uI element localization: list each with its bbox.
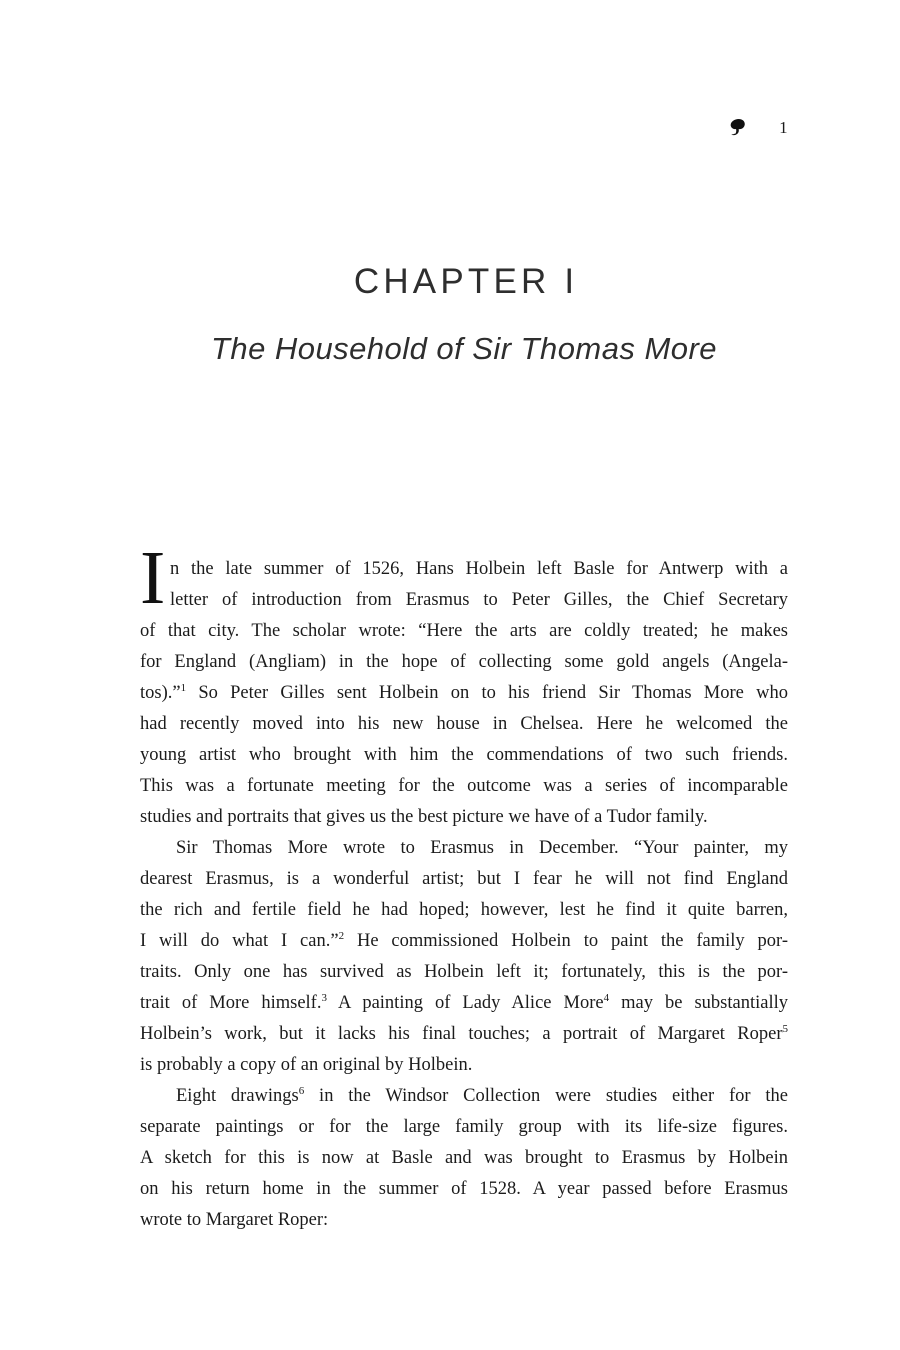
footnote-marker: 1 <box>180 681 187 694</box>
drop-cap: I <box>140 536 166 620</box>
text-line: studies and portraits that gives us the best picture we have of a Tudor family. <box>140 807 708 827</box>
text-line: tos).”$^1$ So Peter Gilles sent Holbein on to his friend Sir Thomas More who <box>140 681 788 703</box>
text-line: This was a fortunate meeting for the outcome was a series of incomparable <box>140 776 788 796</box>
text-line: n the late summer of 1526, Hans Holbein left Basle for Antwerp with a <box>170 559 788 579</box>
text-line: letter of introduction from Erasmus to Peter Gilles, the Chief Secretary <box>170 590 788 610</box>
text-line: I will do what I can.”$^2$ He commissioned Holbein to paint the family por- <box>140 929 789 951</box>
text-line: wrote to Margaret Roper: <box>140 1210 329 1230</box>
text-line: Eight drawings$^6$ in the Windsor Collection were studies either for the <box>176 1084 788 1106</box>
text-line: trait of More himself.$^3$ A painting of Lady Alice More$^4$ may be substantially <box>140 991 788 1013</box>
text-line: had recently moved into his new house in Chelsea. Here he welcomed the <box>140 714 788 734</box>
text-line: Sir Thomas More wrote to Erasmus in December. “Your painter, my <box>176 838 788 858</box>
text-line: of that city. The scholar wrote: “Here the arts are coldly treated; he makes <box>140 621 788 641</box>
footnote-marker: 2 <box>338 929 345 942</box>
text-line: for England (Angliam) in the hope of collecting some gold angels (Angela- <box>140 652 788 672</box>
text-line: dearest Erasmus, is a wonderful artist; but I fear he will not find England <box>140 869 788 889</box>
text-line: the rich and fertile field he had hoped; however, lest he find it quite barren, <box>140 900 788 920</box>
chapter-title: The Household of Sir Thomas More <box>211 331 717 366</box>
text-line: Holbein’s work, but it lacks his final touches; a portrait of Margaret Roper$^5$ <box>140 1022 788 1044</box>
text-line: young artist who brought with him the commendations of two such friends. <box>140 745 788 765</box>
footnote-marker: 3 <box>321 991 327 1004</box>
text-line: separate paintings or for the large family group with its life-size figures. <box>140 1117 788 1137</box>
paragraph <box>140 833 788 1081</box>
text-line: A sketch for this is now at Basle and was brought to Erasmus by Holbein <box>140 1148 788 1168</box>
footnote-marker: 5 <box>782 1022 788 1035</box>
paragraph <box>140 536 788 833</box>
text-line: on his return home in the summer of 1528. A year passed before Erasmus <box>140 1179 788 1199</box>
paragraph <box>140 1081 788 1236</box>
text-line: traits. Only one has survived as Holbein left it; fortunately, this is the por- <box>140 962 788 982</box>
chapter-number-heading: CHAPTER I <box>353 262 579 301</box>
footnote-marker: 6 <box>298 1084 305 1097</box>
page-number: 1 <box>779 117 788 137</box>
footnote-marker: 4 <box>603 991 610 1004</box>
hedera-fleuron-icon <box>730 118 746 136</box>
body-text <box>140 536 789 1236</box>
text-line: is probably a copy of an original by Holbein. <box>140 1055 473 1075</box>
page-header <box>0 115 788 139</box>
